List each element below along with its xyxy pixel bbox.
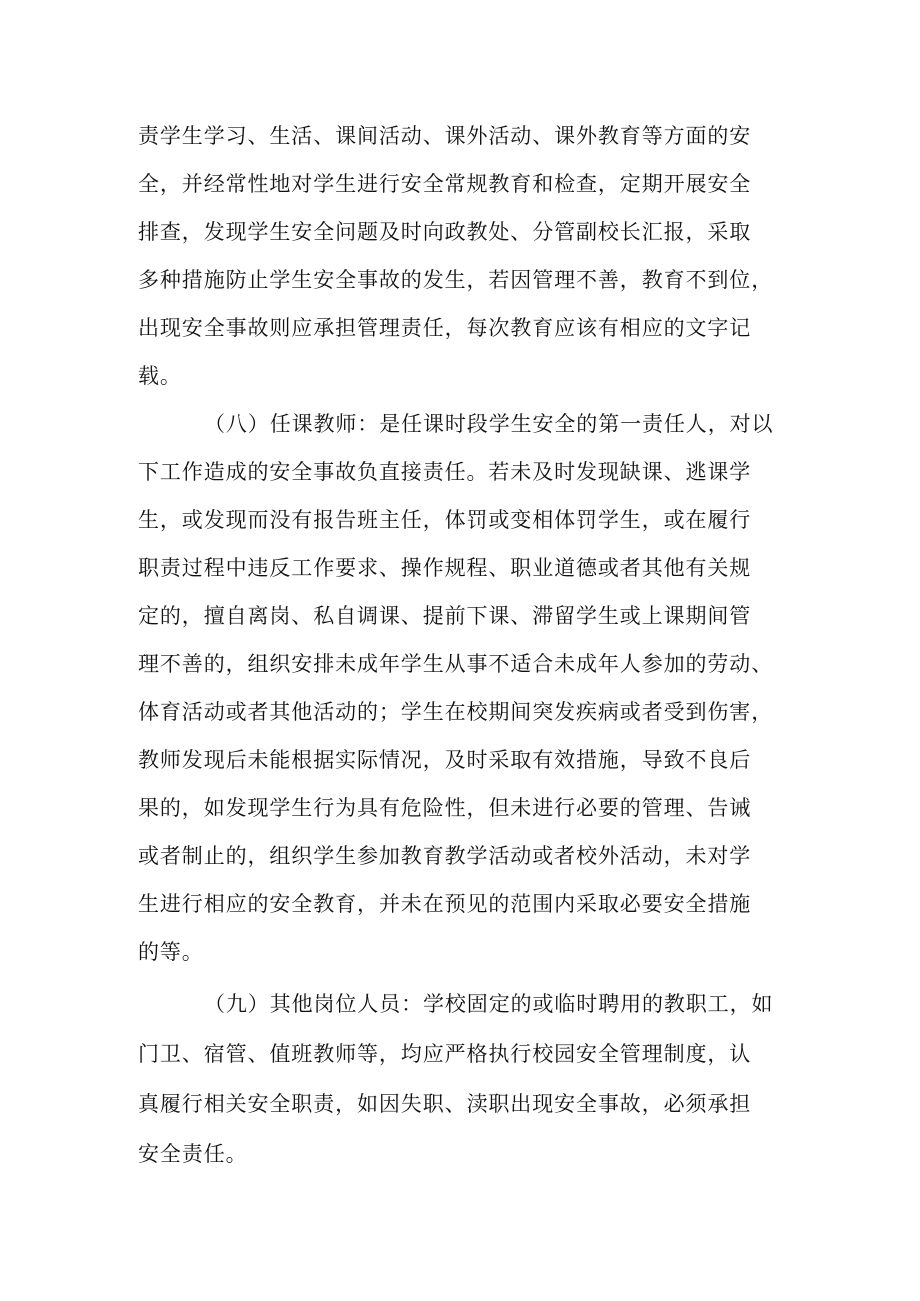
text-line-18: 的等。 [138,940,204,964]
text-line-22: 安全责任。 [138,1142,248,1166]
text-line-3: 排查，发现学生安全问题及时向政教处、分管副校长汇报，采取 [138,220,752,244]
text-line-1: 责学生学习、生活、课间活动、课外活动、课外教育等方面的安 [138,124,752,148]
text-line-8: 下工作造成的安全事故负直接责任。若未及时发现缺课、逃课学 [138,460,752,484]
text-line-15: 果的，如发现学生行为具有危险性，但未进行必要的管理、告诫 [138,796,752,820]
section-8-first-line: （八）任课教师：是任课时段学生安全的第一责任人，对以 [204,412,774,436]
text-line-2: 全，并经常性地对学生进行安全常规教育和检查，定期开展安全 [138,172,752,196]
text-line-9: 生，或发现而没有报告班主任，体罚或变相体罚学生，或在履行 [138,508,752,532]
text-line-20: 门卫、宿管、值班教师等，均应严格执行校园安全管理制度，认 [138,1042,752,1066]
text-line-11: 定的，擅自离岗、私自调课、提前下课、滞留学生或上课期间管 [138,604,752,628]
text-line-21: 真履行相关安全职责，如因失职、渎职出现安全事故，必须承担 [138,1092,752,1116]
text-line-6: 载。 [138,364,182,388]
text-line-10: 职责过程中违反工作要求、操作规程、职业道德或者其他有关规 [138,556,752,580]
text-line-14: 教师发现后未能根据实际情况，及时采取有效措施，导致不良后 [138,748,752,772]
section-9-first-line: （九）其他岗位人员：学校固定的或临时聘用的教职工，如 [204,992,774,1016]
text-line-16: 或者制止的，组织学生参加教育教学活动或者校外活动，未对学 [138,844,752,868]
text-line-12: 理不善的，组织安排未成年学生从事不适合未成年人参加的劳动、 [138,652,774,676]
text-line-13: 体育活动或者其他活动的；学生在校期间突发疾病或者受到伤害， [138,700,774,724]
text-line-17: 生进行相应的安全教育，并未在预见的范围内采取必要安全措施 [138,892,752,916]
text-line-5: 出现安全事故则应承担管理责任，每次教育应该有相应的文字记 [138,316,752,340]
text-line-4: 多种措施防止学生安全事故的发生，若因管理不善，教育不到位， [138,268,774,292]
